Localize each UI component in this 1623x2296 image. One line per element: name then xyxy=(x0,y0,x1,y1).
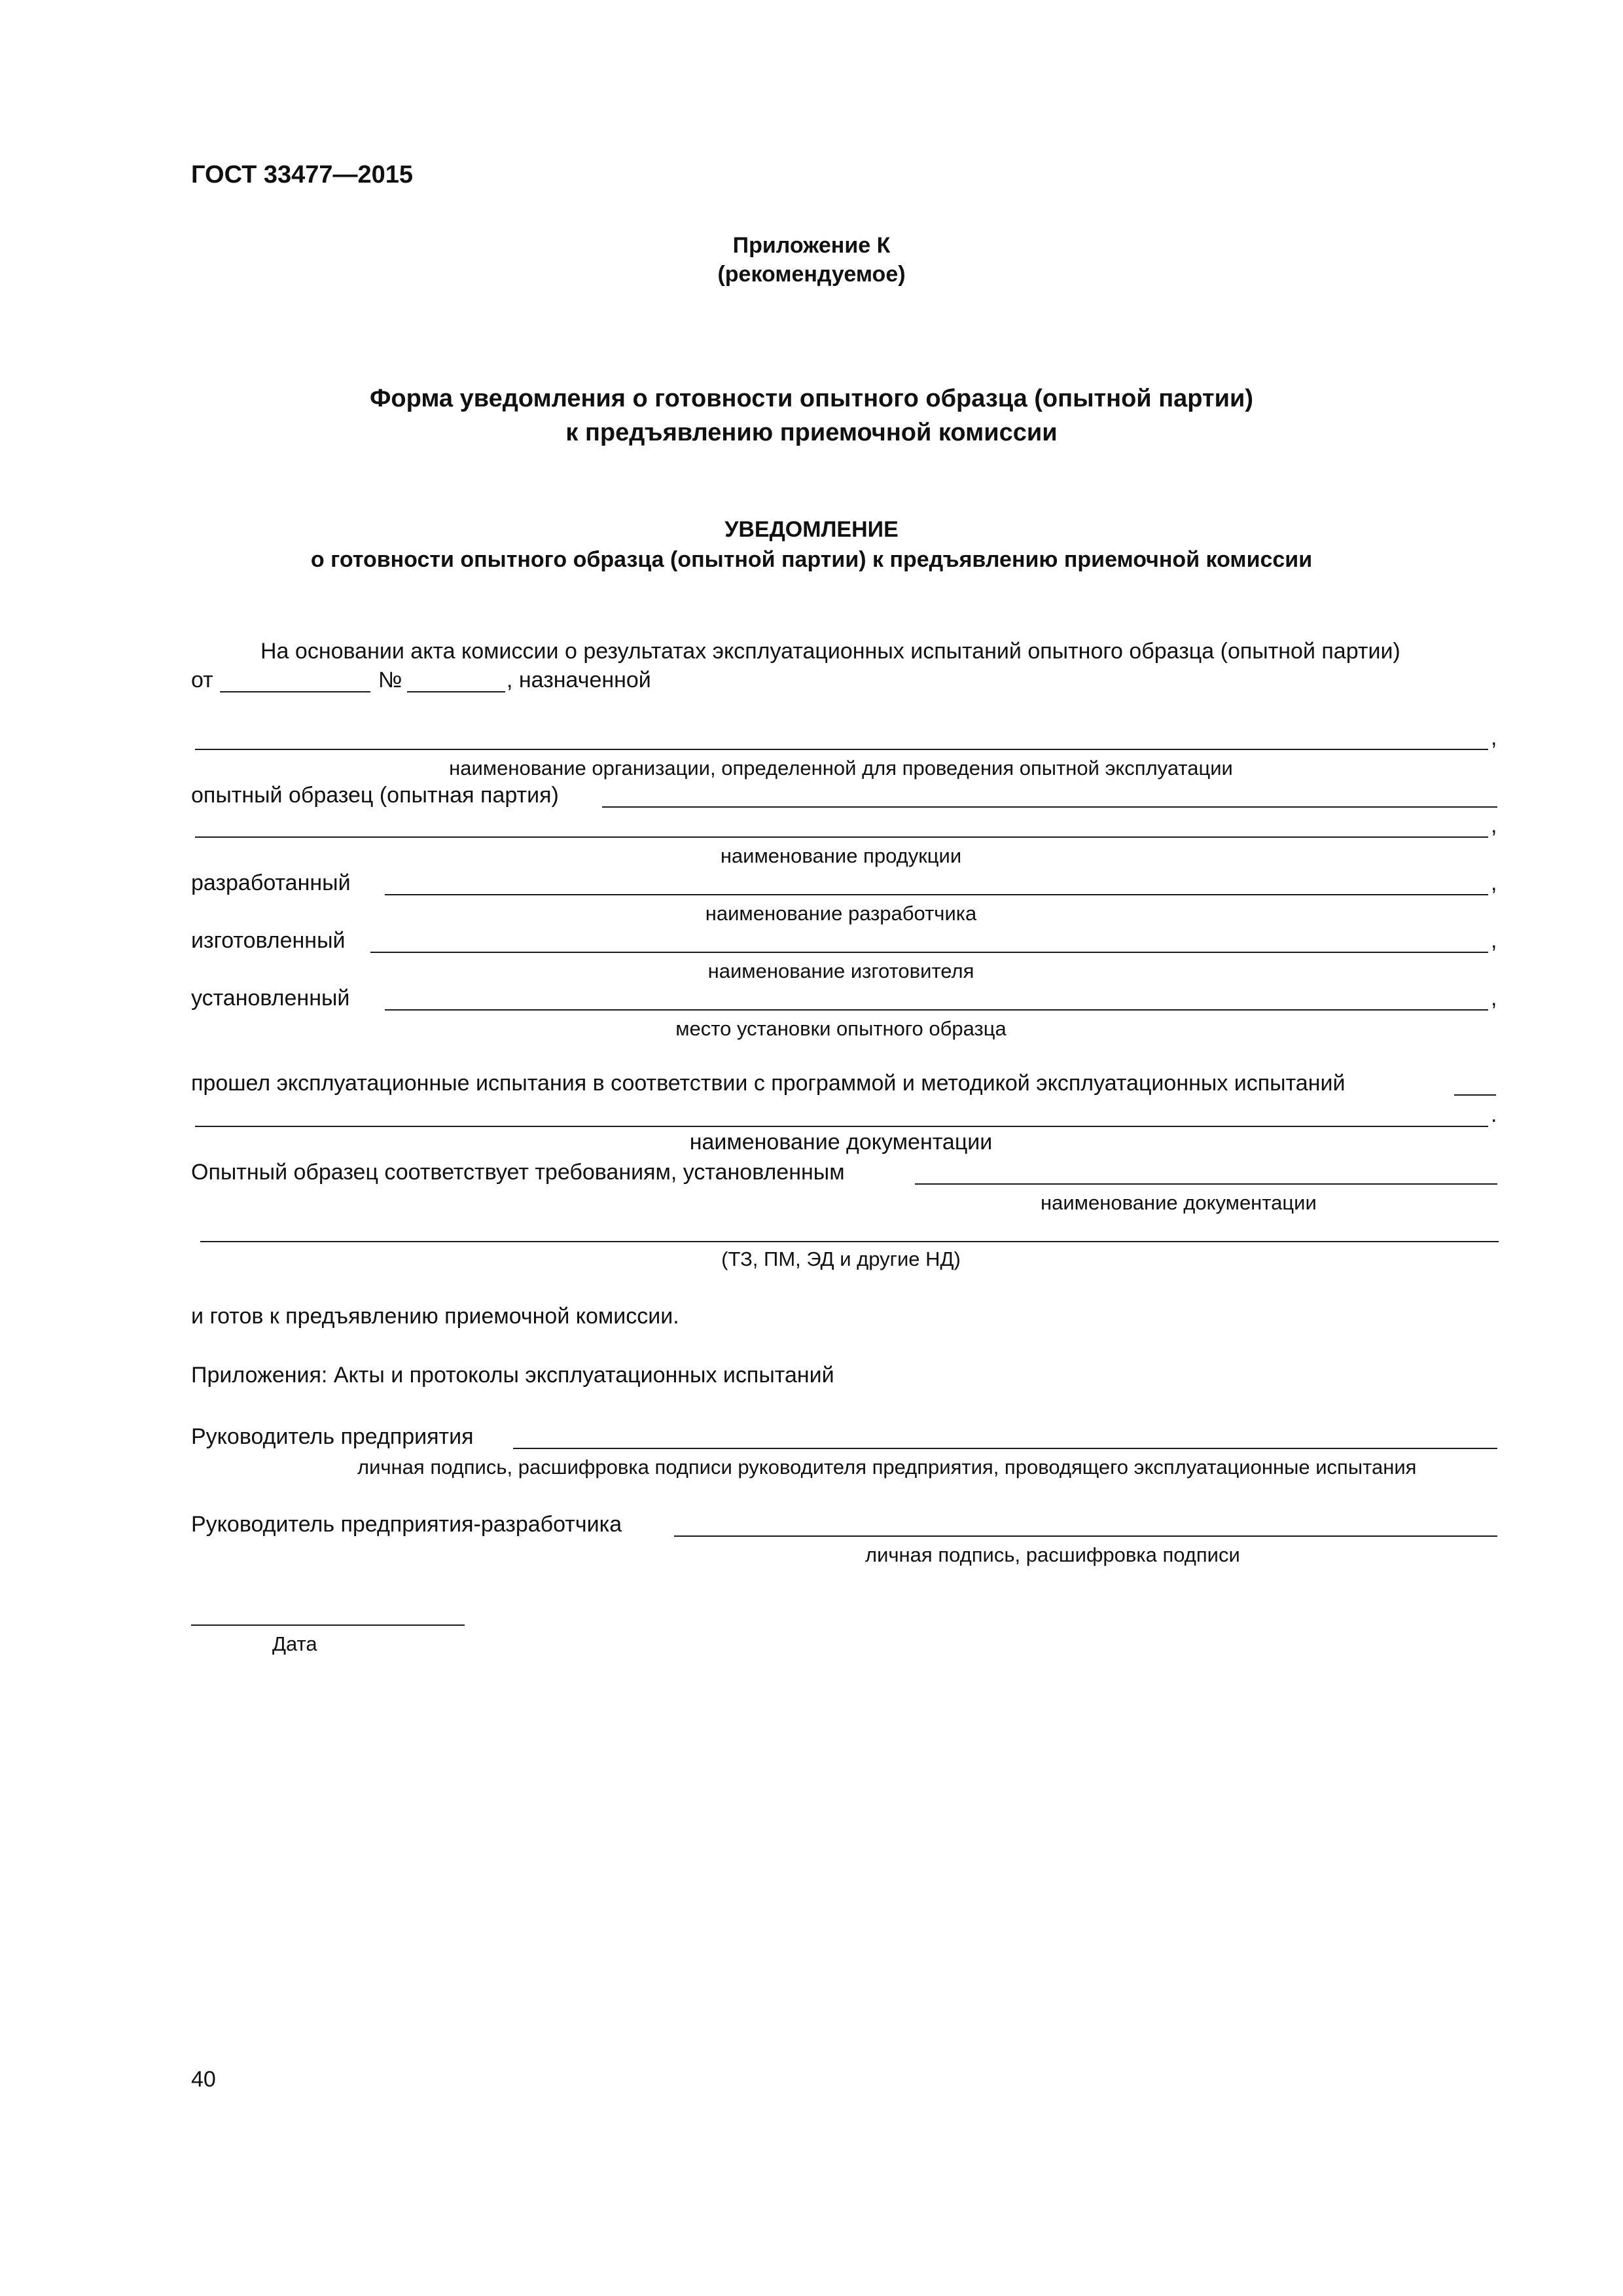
complies-label: Опытный образец соответствует требованиям, установленным xyxy=(191,1160,845,1185)
ready-text: и готов к предъявлению приемочной комиссии. xyxy=(191,1304,679,1329)
attachments-text: Приложения: Акты и протоколы эксплуатационных испытаний xyxy=(191,1363,834,1388)
organization-field[interactable] xyxy=(195,749,1488,750)
sample-label: опытный образец (опытная партия) xyxy=(191,783,559,808)
developer-caption: наименование разработчика xyxy=(705,902,977,925)
developer-head-label: Руководитель предприятия-разработчика xyxy=(191,1512,622,1537)
organization-caption: наименование организации, определенной для проведения опытной эксплуатации xyxy=(449,757,1233,780)
documentation-period: . xyxy=(1491,1102,1497,1127)
date-field[interactable] xyxy=(220,691,370,692)
intro-text: На основании акта комиссии о результатах эксплуатационных испытаний опытного образца (опытной партии) xyxy=(260,639,1400,664)
developer-comma: , xyxy=(1491,870,1497,895)
tests-text: прошел эксплуатационные испытания в соответствии с программой и методикой эксплуатационных испытаний xyxy=(191,1071,1346,1096)
form-title-line1: Форма уведомления о готовности опытного образца (опытной партии) xyxy=(369,385,1254,412)
from-label: от xyxy=(191,668,213,692)
requirements-caption: наименование документации xyxy=(1041,1191,1317,1214)
location-comma: , xyxy=(1491,986,1497,1011)
page-number: 40 xyxy=(191,2067,216,2092)
tests-field-tail[interactable] xyxy=(1454,1094,1496,1096)
organization-comma: , xyxy=(1491,725,1497,750)
standard-number: ГОСТ 33477—2015 xyxy=(191,161,414,188)
product-caption: наименование продукции xyxy=(720,844,962,867)
date-caption: Дата xyxy=(272,1632,317,1655)
developed-label: разработанный xyxy=(191,870,351,895)
manufactured-label: изготовленный xyxy=(191,928,346,953)
head-label: Руководитель предприятия xyxy=(191,1424,474,1449)
head-signature-caption: личная подпись, расшифровка подписи руководителя предприятия, проводящего эксплуатационные испытания xyxy=(357,1456,1417,1479)
location-caption: место установки опытного образца xyxy=(675,1017,1007,1040)
nd-caption: (ТЗ, ПМ, ЭД и другие НД) xyxy=(721,1247,961,1270)
assigned-label: , назначенной xyxy=(507,668,651,692)
developer-field[interactable] xyxy=(385,894,1488,895)
manufacturer-caption: наименование изготовителя xyxy=(707,960,974,982)
installed-label: установленный xyxy=(191,986,350,1011)
documentation-caption: наименование документации xyxy=(689,1130,993,1155)
developer-head-signature-field[interactable] xyxy=(674,1535,1497,1537)
notice-subheading: о готовности опытного образца (опытной партии) к предъявлению приемочной комиссии xyxy=(310,547,1313,572)
documentation-field[interactable] xyxy=(195,1126,1488,1127)
date-signature-field[interactable] xyxy=(191,1624,465,1626)
product-comma: , xyxy=(1491,813,1497,838)
manufacturer-field[interactable] xyxy=(370,952,1488,953)
head-signature-field[interactable] xyxy=(513,1448,1497,1449)
appendix-title: Приложение К xyxy=(732,233,891,258)
manufacturer-comma: , xyxy=(1491,928,1497,953)
requirements-field[interactable] xyxy=(915,1183,1497,1185)
developer-head-signature-caption: личная подпись, расшифровка подписи xyxy=(865,1543,1240,1566)
notice-heading: УВЕДОМЛЕНИЕ xyxy=(724,517,899,542)
form-title-line2: к предъявлению приемочной комиссии xyxy=(565,419,1058,446)
appendix-status: (рекомендуемое) xyxy=(717,262,906,287)
sample-field[interactable] xyxy=(602,806,1497,808)
number-label: № xyxy=(378,668,402,692)
product-field[interactable] xyxy=(195,836,1488,838)
nd-field[interactable] xyxy=(200,1241,1499,1242)
number-field[interactable] xyxy=(407,691,505,692)
location-field[interactable] xyxy=(385,1009,1488,1011)
